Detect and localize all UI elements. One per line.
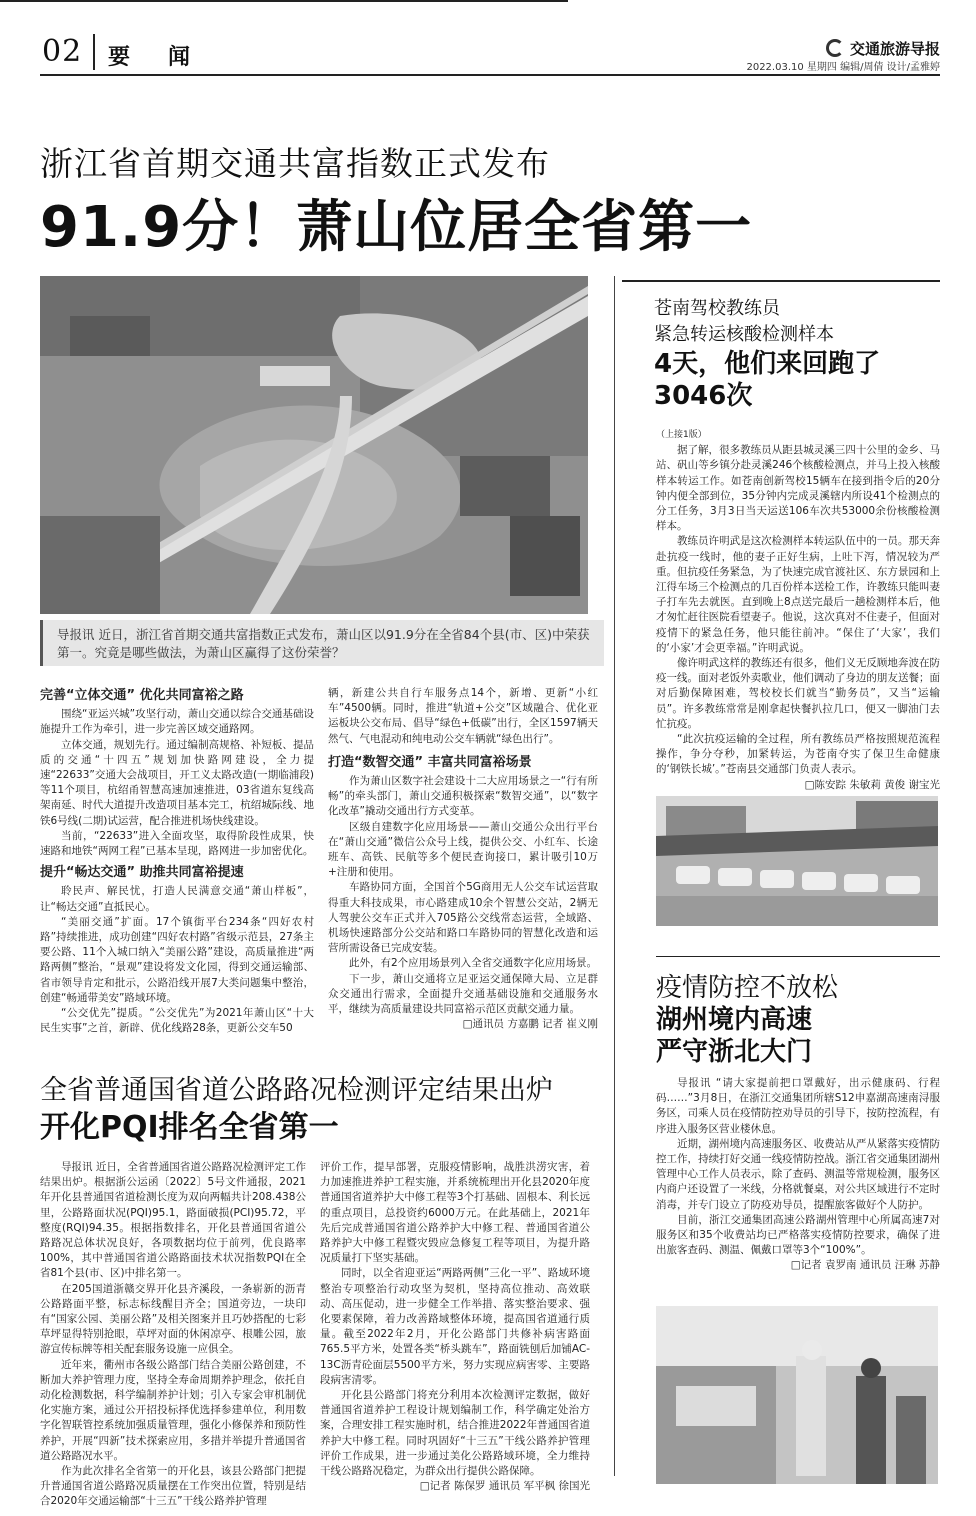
- paragraph: 同时，以全省迎亚运“两路两侧”三化一平”、路域环境整治专项整治行动攻坚为契机，坚持高位推动、高效联动、高压促动，进一步健全工作举措、落实整治要求、强化要素保障，着力改善路域整体环境，提高国省道通行质量。截至2022年2月，开化公路部门共修补病害路面765.5平方米，处置各类“桥头跳车”，路面铣刨后加铺AC-13C沥青砼面层5500平方米，努力实现应病害零、主要路段病害清零。: [320, 1267, 590, 1386]
- subhead: 完善“立体交通” 优化共同富裕之路: [40, 688, 244, 703]
- paragraph: 开化县公路部门将充分利用本次检测评定数据，做好普通国省道养护工程设计规划编制工作，科学确定处治方案，合理安排工程实施时机，结合推进2022年普通国省道养护大中修工程。同时巩固好“十三五”干线公路养护管理评价工作成果，进一步通过美化公路路域环境，全力维持干线公路路况稳定，为群众出行提供公路保障。: [320, 1389, 590, 1478]
- main-headline: 91.9分！萧山位居全省第一: [40, 195, 753, 260]
- brand-logo-icon: [826, 39, 844, 57]
- paragraph: “此次抗疫运输的全过程，所有教练员严格按照规范流程操作，争分夺秒，加紧转运，为苍南夺实了保卫生命健康的‘钢铁长城’。”苍南县交通部门负责人表示。: [656, 733, 940, 776]
- paragraph: 近期，湖州境内高速服务区、收费站从严从紧落实疫情防控工作，持续打好交通一线疫情防控战。浙江省交通集团湖州管理中心工作人员表示，除了查码、测温等常规检测，服务区内商户还设置了一米线，分格就餐桌，对公共区域进行不定时消毒，并专门设立了防疫劝导员，提醒旅客做好个人防护。: [656, 1137, 940, 1211]
- side-story-1: [622, 280, 940, 793]
- main-story-column-2: [328, 686, 598, 1032]
- dateline: 2022.03.10 星期四 编辑/周倩 设计/孟雅婷: [746, 62, 940, 73]
- service-area-photo: [656, 1306, 938, 1484]
- lead-paragraph: 导报讯 近日，浙江省首期交通共富指数正式发布，萧山区以91.9分在全省84个县(市、区)中荣获第一。究竟是哪些做法，为萧山区赢得了这份荣誉？: [40, 620, 604, 666]
- paragraph: 辆，新建公共自行车服务点14个，新增、更新“小红车”4500辆。同时，推进“轨道+公交”区域融合、优化亚运板块公交布局、倡导“绿色+低碳”出行，全区1597辆天然气、气电混动和纯电动公交车辆就“绿色出行”。: [328, 687, 598, 745]
- paragraph: 近年来，衢州市各级公路部门结合美丽公路创建，不断加大养护管理力度，坚持全寿命周期养护理念，依托自动化检测数据，科学编制养护计划；引入专家会审机制优化实施方案，通过公开招投标择优选择参建单位，利用数字化智联管控系统加强质量管理，强化小修保养和预防性养护，开展“四新”技术探索应用，多措并举提升普通国省道公路路况水平。: [40, 1358, 306, 1462]
- paragraph: 车路协同方面，全国首个5G商用无人公交车试运营取得重大科技成果，市心路建成10余个智慧公交站，2辆无人驾驶公交车正式并入705路公交线常态运营，全域路、机场快速路部分公交站和路口车路协同的智慧化改造和运营所需设备已完成安装。: [328, 881, 598, 955]
- paragraph: 作为萧山区数字社会建设十二大应用场景之一“行有所畅”的牵头部门，萧山交通积极探索“数智交通”，以“数字化改革”撬动交通出行方式变革。: [328, 775, 598, 818]
- side1-title-line1: 苍南驾校教练员: [654, 298, 780, 319]
- main-kicker: 浙江省首期交通共富指数正式发布: [40, 144, 550, 183]
- byline: □记者 陈保罗 通讯员 军平枫 徐国光: [419, 1480, 590, 1493]
- driving-school-cars-photo: [656, 796, 938, 926]
- paragraph: 导报讯 “请大家提前把口罩戴好，出示健康码、行程码……”3月8日，在浙江交通集团所辖S12申嘉湖高速南浔服务区，司乘人员在疫情防控劝导员的引导下，按防控流程，有序进入服务区营业楼休息。: [656, 1077, 940, 1135]
- paragraph: 目前，浙江交通集团高速公路湖州管理中心所属高速7对服务区和35个收费站均已严格落实疫情防控要求，确保了进出旅客查码、测温、佩戴口罩等3个“100%”。: [656, 1213, 940, 1257]
- subhead: 提升“畅达交通” 助推共同富裕提速: [40, 865, 244, 881]
- masthead-divider: [93, 34, 95, 70]
- story2-headline: 开化PQI排名全省第一: [40, 1110, 339, 1145]
- story2-column-2: [320, 1160, 590, 1494]
- paragraph: 据了解，很多教练员从距县城灵溪三四十公里的金乡、马站、矾山等乡镇分赴灵溪246个核酸检测点，并马上投入核酸样本转运工作。如苍南创新驾校15辆车在接到指令后的20分钟内便全部到位，35分钟内完成灵溪辖内所设41个检测点的分工任务，3月3日当天运送106车次共53000余份核酸检测样本。: [656, 444, 940, 533]
- side1-title-line2: 紧急转运核酸检测样本: [654, 324, 834, 345]
- main-story-column-1: [40, 686, 314, 1036]
- paragraph: 评价工作，提早部署，克服疫情影响，战胜洪涝灾害，着力加速推进养护工程实施，并系统梳理出开化县2020年度普通国省道养护大中修工程等3个打基础、固根本、利长远的重点项目，总投资约6000万元。在此基础上，2021年先后完成普通国省道公路养护大中修工程、普通国省道公路养护大中修工程暨灾毁应急修复工程等项目，为提升路况质量打下坚实基础。: [320, 1161, 590, 1265]
- brand-name: 交通旅游导报: [849, 40, 940, 58]
- side-divider: [656, 956, 940, 957]
- byline: □通讯员 方嘉鹏 记者 崔义刚: [462, 1018, 598, 1031]
- paragraph: 围绕“亚运兴城”攻坚行动，萧山交通以综合交通基础设施提升工作为牵引，进一步完善区域交通路网。: [40, 708, 314, 736]
- paragraph: 立体交通，规划先行。通过编制高规格、补短板、提品质的交通“十四五”规划加快路网建设，全力提速“22633”交通大会战项目，开工义太路改造(一期临浦段)等11个项目，杭绍甬智慧高速加速推进，03省道东复线高架南延、时代大道提升改造项目基本完工，杭绍城际线、地铁6号线(二期)试运营，配合推进机场快线建设。: [40, 738, 314, 827]
- side2-headline-line2: 严守浙北大门: [656, 1037, 813, 1067]
- story2-kicker: 全省普通国省道公路路况检测评定结果出炉: [40, 1075, 553, 1106]
- jump-line: （上接1版）: [656, 430, 707, 440]
- masthead-rule: [40, 74, 940, 76]
- byline: □陈安踪 朱敏莉 黄俊 谢宝光: [804, 778, 940, 791]
- paragraph: “公交优先”提质。“公交优先”为2021年萧山区“十大民生实事”之首，新辟、优化线路28条，更新公交车50: [40, 1007, 314, 1035]
- story2-column-1: [40, 1160, 306, 1510]
- byline: □记者 袁罗南 通讯员 汪琳 苏静: [790, 1259, 940, 1272]
- side2-title: 疫情防控不放松: [656, 973, 839, 1003]
- side1-headline-line1: 4天，他们来回跑了: [654, 349, 881, 379]
- paragraph: 此外，有2个应用场景列入全省交通数字化应用场景。: [349, 957, 598, 970]
- paragraph: 当前，“22633”进入全面攻坚，取得阶段性成果，快速路和地铁“两网工程”已基本呈现，路网进一步加密优化。: [40, 829, 314, 858]
- subhead: 打造“数智交通” 丰富共同富裕场景: [328, 754, 532, 770]
- side-story-2: [656, 972, 940, 1274]
- side-rule: [622, 280, 940, 282]
- section-name: 要闻: [108, 45, 229, 70]
- paragraph: “美丽交通”扩面。17个镇街平台234条“四好农村路”持续推进，成功创建“四好农村路”省级示范县，27条主要公路、11个入城口纳入“美丽公路”建设，高质量推进“两路两侧”整治，“景观”建设将发文化园，得到交通运输部、省市领导肯定和批示，公路沿线开展7大类问题集中整治，创建“畅通带美安”路域环境。: [40, 915, 314, 1004]
- paragraph: 区级自建数字化应用场景——萧山交通公众出行平台在“萧山交通”微信公众号上线，提供公交、小红车、长途班车、高铁、民航等多个便民查询接口，累计吸引10万+注册和使用。: [328, 820, 598, 879]
- paragraph: 聆民声、解民忧，打造人民满意交通“萧山样板”，让“畅达交通”直抵民心。: [40, 885, 314, 913]
- paragraph: 在205国道浙赣交界开化县齐溪段，一条崭新的沥青公路路面平整，标志标线醒目齐全；国道旁边，一块印有“国家公园、美丽公路”及相关图案并且巧妙搭配的七彩草坪显得特别抢眼，草坪对面的休闲凉亭、根雕公园，旅游宣传标牌等相关配套服务设施一应俱全。: [40, 1282, 306, 1356]
- side2-headline-line1: 湖州境内高速: [656, 1005, 813, 1035]
- paragraph: 导报讯 近日，全省普通国省道公路路况检测评定工作结果出炉。根据浙公运函〔2022〕5号文件通报，2021年开化县普通国省道检测长度为双向两幅共计208.438公里，公路路面状况(PQI)95.1，路面破损(PCI)95.72，平整度(RQI)94.35。根据指数排名，开化县普通国省道公路路况总体状况良好，各项数据均位于前列，优良路率100%，其中普通国省道公路路面技术状况指数PQI在全省81个县(市、区)中排名第一。: [40, 1161, 306, 1280]
- column-separator: [614, 276, 615, 1476]
- paragraph: 作为此次排名全省第一的开化县，该县公路部门把提升普通国省道公路路况质量摆在工作突出位置，特别是结合2020年交通运输部“十三五”干线公路养护管理: [40, 1465, 306, 1508]
- paragraph: 教练员许明武是这次检测样本转运队伍中的一员。那天奔赴抗疫一线时，他的妻子正好生病，上吐下泻，情况较为严重。但抗疫任务紧急，为了快速完成官渡社区、东方景园和上江得车场三个检测点的几百份样本送检工作，许教练只能叫妻子打车先去就医。直到晚上8点送完最后一趟检测样本后，他才匆忙赶往医院看望妻子。他说，这次真对不住妻子，但面对疫情下的紧急任务，他只能往前冲。“保住了‘大家’，我们的‘小家’才会更幸福。”许明武说。: [656, 535, 940, 654]
- paragraph: 像许明武这样的教练还有很多，他们义无反顾地奔波在防疫一线。面对老饭外卖歌业，他们调动了身边的朋友送餐；面对后勤保障困难，驾校校长们就当“勤务员”，又当“运输员”。许多教练常常是刚拿起快餐扒拉几口，便又一脚油门去忙抗疫。: [656, 657, 940, 730]
- page-number: 02: [42, 34, 83, 69]
- brand: [826, 38, 940, 59]
- paragraph: 下一步，萧山交通将立足亚运交通保障大局、立足群众交通出行需求，全面提升交通基础设施和交通服务水平，继续为高质量建设共同富裕示范区贡献交通力量。: [328, 972, 598, 1016]
- aerial-photo: [40, 276, 588, 614]
- section-rule: [0, 0, 568, 2]
- side1-headline-line2: 3046次: [654, 381, 753, 411]
